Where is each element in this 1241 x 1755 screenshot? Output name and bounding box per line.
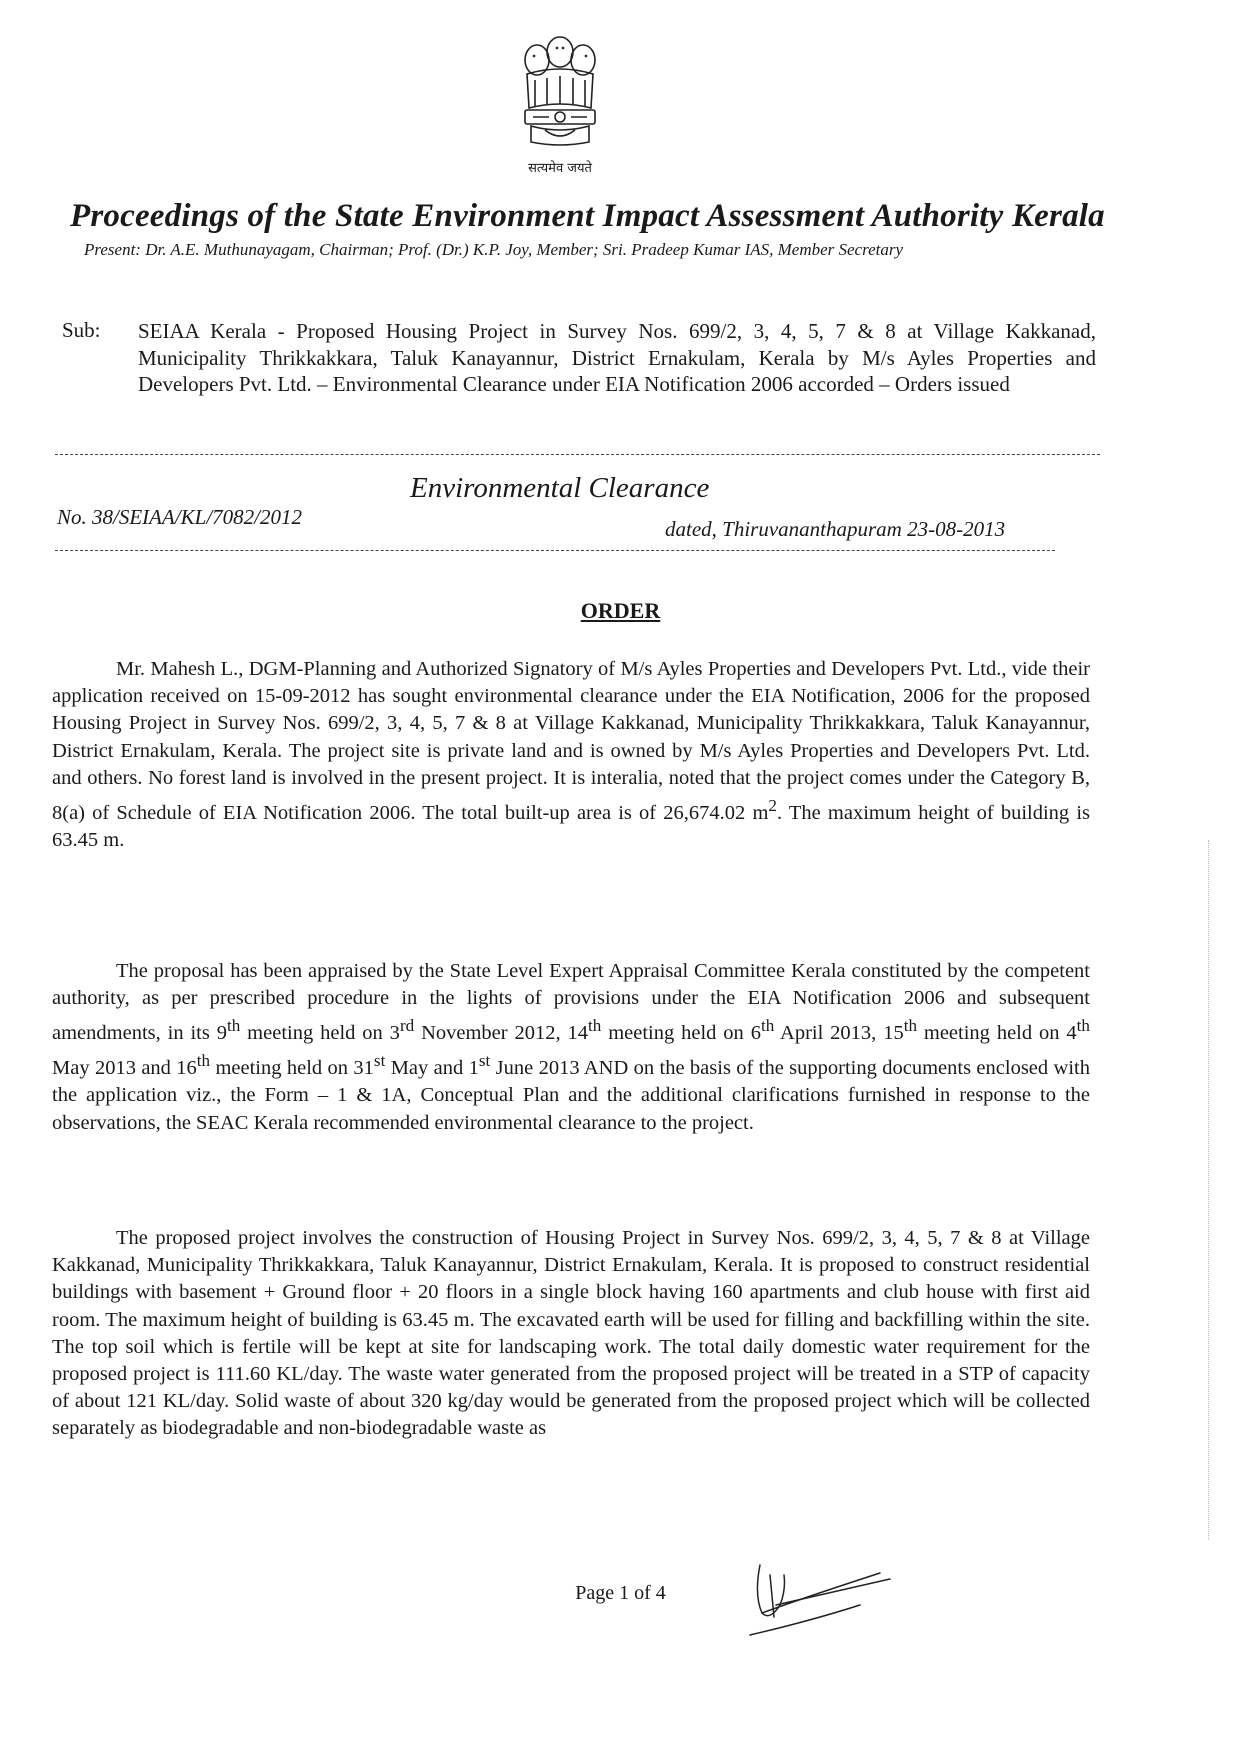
paragraph-text: meeting held on 4: [917, 1022, 1077, 1045]
superscript: st: [373, 1051, 386, 1071]
order-paragraph-2: [52, 958, 1090, 1137]
order-date: dated, Thiruvananthapuram 23-08-2013: [665, 517, 1006, 541]
paragraph-text: Mr. Mahesh L., DGM-Planning and Authorized Signatory of M/s Ayles Properties and Developers Pvt. Ltd., vide their application received on 15-09-2012 has sought environmental clearance under the EIA Notification, 2006 for the proposed Housing Project in Survey Nos. 699/2, 3, 4, 5, 7 & 8 at Village Kakkanad, Municipality Thrikkakkara, Taluk Kanayannur, District Ernakulam, Kerala. The project site is private land and is owned by M/s Ayles Properties and Developers Pvt. Ltd. and others. No forest land is involved in the present project. It is interalia, noted that the project comes under the Category B, 8(a) of Schedule of EIA Notification 2006. The total built-up area is of 26,674.02 m: [52, 658, 1090, 824]
divider-bottom: [55, 550, 1055, 551]
order-number: No. 38/SEIAA/KL/7082/2012: [57, 505, 303, 529]
divider-top: [55, 454, 1100, 455]
clearance-title: Environmental Clearance: [410, 472, 710, 504]
paragraph-text: . The maximum height of building is 63.45 m.: [52, 801, 1090, 852]
emblem-motto: सत्यमेव जयते: [528, 161, 592, 176]
order-paragraph-1: [52, 656, 1090, 854]
scan-margin-line: [1208, 840, 1209, 1540]
paragraph-text: June 2013 AND on the basis of the supporting documents enclosed with the application viz., the Form – 1 & 1A, Conceptual Plan and the additional clarifications furnished in response to the observations, the SEAC Kerala recommended environmental clearance to the project.: [52, 1057, 1090, 1134]
paragraph-text: meeting held on 6: [601, 1022, 761, 1045]
superscript: 2: [768, 796, 777, 816]
paragraph-text: meeting held on 3: [240, 1022, 400, 1045]
document-title: Proceedings of the State Environment Impact Assessment Authority Kerala: [70, 198, 1105, 234]
handwritten-signature-icon: [740, 1535, 920, 1645]
paragraph-text: The proposal has been appraised by the State Level Expert Appraisal Committee Kerala constituted by the competent authority, as per prescribed procedure in the lights of provisions under the EIA Notification 2006 and subsequent amendments, in its 9: [52, 960, 1090, 1045]
superscript: th: [903, 1016, 917, 1036]
page-number: Page 1 of 4: [575, 1582, 666, 1604]
state-emblem-icon: [505, 30, 615, 158]
paragraph-text: meeting held on 31: [210, 1057, 374, 1080]
superscript: th: [588, 1016, 602, 1036]
subject-label: Sub:: [62, 318, 101, 342]
superscript: st: [478, 1051, 491, 1071]
paragraph-text: May 2013 and 16: [52, 1057, 197, 1080]
order-paragraph-3: The proposed project involves the construction of Housing Project in Survey Nos. 699/2, 3, 4, 5, 7 & 8 at Village Kakkanad, Municipality Thrikkakkara, Taluk Kanayannur, District Ernakulam, Kerala. It is proposed to construct residential buildings with basement + Ground floor + 20 floors in a single block having 160 apartments and club house with first aid room. The maximum height of building is 63.45 m. The excavated earth will be used for filling and backfilling within the site. The top soil which is fertile will be kept at site for landscaping work. The total daily domestic water requirement for the proposed project is 111.60 KL/day. The waste water generated from the proposed project will be treated in a STP of capacity of about 121 KL/day. Solid waste of about 320 kg/day would be generated from the proposed project which will be collected separately as biodegradable and non-biodegradable waste as: [52, 1227, 1090, 1440]
superscript: th: [226, 1016, 241, 1036]
order-heading: ORDER: [580, 598, 661, 623]
superscript: th: [1076, 1016, 1090, 1036]
superscript: rd: [399, 1016, 415, 1036]
superscript: th: [760, 1016, 775, 1036]
superscript: th: [196, 1051, 211, 1071]
paragraph-text: April 2013, 15: [774, 1022, 904, 1045]
subject-text: SEIAA Kerala - Proposed Housing Project in Survey Nos. 699/2, 3, 4, 5, 7 & 8 at Village Kakkanad, Municipality Thrikkakkara, Taluk Kanayannur, District Ernakulam, Kerala by M/s Ayles Properties and Developers Pvt. Ltd. – Environmental Clearance under EIA Notification 2006 accorded – Orders issued: [138, 319, 1096, 396]
state-emblem: [505, 30, 615, 175]
present-members: Present: Dr. A.E. Muthunayagam, Chairman; Prof. (Dr.) K.P. Joy, Member; Sri. Pradeep Kumar IAS, Member Secretary: [84, 240, 904, 259]
paragraph-text: May and 1: [385, 1057, 479, 1080]
paragraph-text: November 2012, 14: [414, 1022, 588, 1045]
